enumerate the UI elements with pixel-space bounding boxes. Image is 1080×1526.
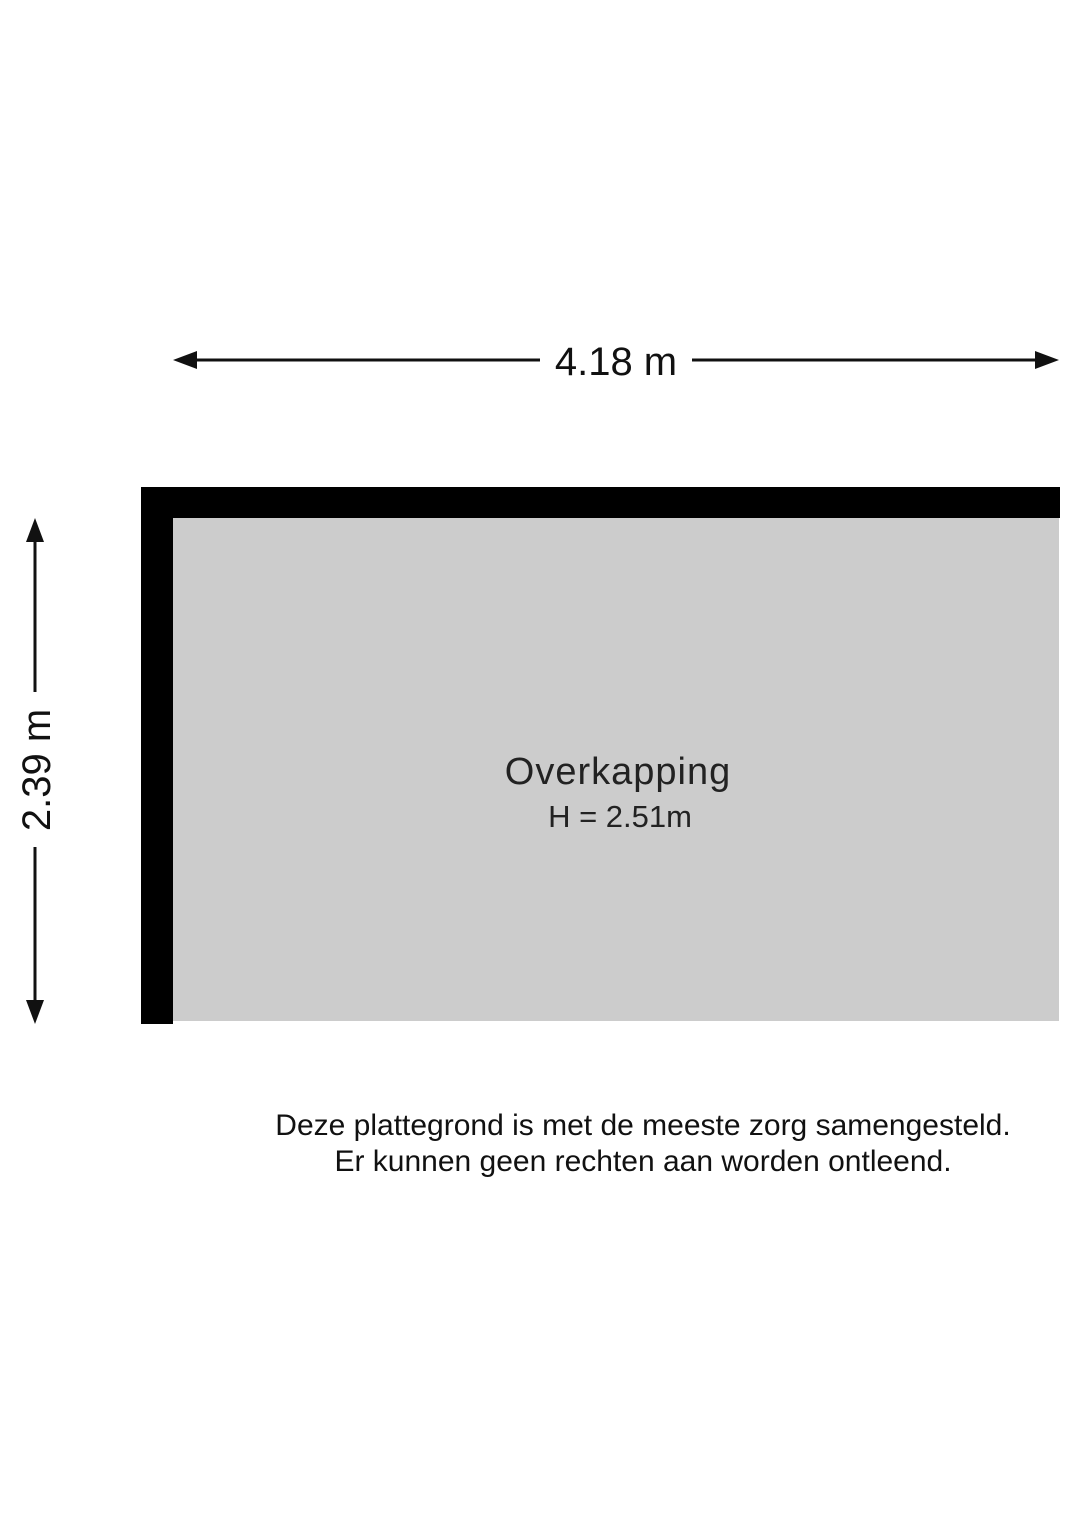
wall-left — [141, 487, 173, 1024]
arrow-left-icon — [173, 351, 197, 369]
depth-dimension-label: 2.39 m — [15, 708, 59, 832]
disclaimer-line-1: Deze plattegrond is met de meeste zorg samengesteld. — [275, 1109, 1011, 1142]
width-dimension-label: 4.18 m — [554, 340, 678, 384]
room-height: H = 2.51m — [548, 799, 692, 834]
arrow-right-icon — [1035, 351, 1059, 369]
width-dimension — [173, 340, 1059, 384]
arrow-down-icon — [26, 1000, 44, 1024]
wall-top — [141, 487, 1060, 518]
room-overkapping — [141, 487, 1060, 1024]
disclaimer — [200, 1108, 1080, 1180]
disclaimer-line-2: Er kunnen geen rechten aan worden ontleend. — [334, 1145, 952, 1178]
arrow-up-icon — [26, 518, 44, 542]
depth-dimension — [15, 518, 59, 1024]
room-name: Overkapping — [504, 751, 732, 793]
